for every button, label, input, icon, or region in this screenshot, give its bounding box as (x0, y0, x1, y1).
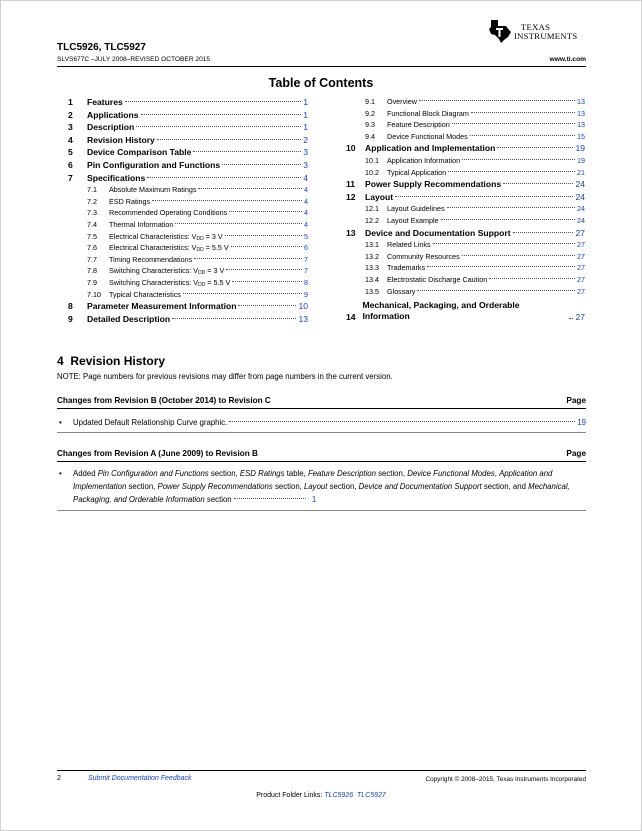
toc-leader-dots (231, 246, 302, 247)
toc-entry-page-link[interactable]: 19 (577, 156, 585, 165)
toc-entry-page-link[interactable]: 8 (304, 278, 308, 287)
toc-entry-number: 7.4 (87, 220, 97, 229)
toc-leader-dots (441, 219, 575, 220)
toc-entry-label: Layout Guidelines (387, 204, 445, 214)
toc-entry-label: Application and Implementation (365, 143, 496, 154)
toc-entry-number: 14 (346, 312, 356, 323)
toc-entry-number: 13.4 (365, 275, 379, 284)
toc-entry-label: Device and Documentation Support (365, 227, 511, 238)
website-link[interactable]: www.ti.com (549, 56, 586, 63)
change-item: • Updated Default Relationship Curve graphic. 19 (59, 418, 586, 427)
toc-entry-number: 10 (346, 143, 356, 154)
toc-entry-page-link[interactable]: 27 (577, 286, 585, 296)
toc-entry-number: 2 (68, 109, 73, 120)
page-column-label: Page (566, 396, 586, 405)
toc-entry[interactable] (68, 147, 308, 159)
toc-entry-label: Device Functional Modes (387, 131, 468, 141)
toc-leader-dots (226, 269, 302, 270)
toc-entry[interactable] (365, 287, 585, 299)
toc-leader-dots (232, 281, 302, 282)
toc-entry-page-link[interactable]: 24 (575, 179, 585, 190)
change-block-rule (57, 408, 586, 409)
toc-entry-number: 13.5 (365, 286, 379, 296)
toc-entry-label: Application Information (387, 156, 461, 165)
change-item: • Added Pin Configuration and Functions section, ESD Ratings table, Feature Description section, Device Functional Modes, Application and Implementation section, Power Supply Recommendations section, Layout section, Device and Documentation Support section, and Mechanical, Packaging, and Orderable Information section 1 (59, 469, 570, 504)
toc-entry[interactable] (68, 301, 308, 313)
toc-leader-dots (125, 101, 301, 102)
toc-entry-page-link[interactable]: 7 (304, 266, 308, 276)
toc-entry[interactable] (365, 252, 585, 264)
change-block-end-rule (57, 432, 586, 433)
toc-entry[interactable] (87, 185, 308, 197)
change-block-end-rule (57, 510, 586, 511)
toc-leader-dots (433, 243, 575, 244)
logo-wordmark: TEXAS INSTRUMENTS (514, 22, 578, 41)
toc-entry-page-link[interactable]: 1 (303, 97, 308, 107)
toc-entry[interactable] (87, 290, 308, 302)
toc-entry[interactable] (87, 266, 308, 278)
toc-entry[interactable] (68, 97, 308, 109)
toc-leader-dots (183, 293, 302, 294)
toc-entry[interactable] (87, 197, 308, 209)
toc-entry-number: 8 (68, 301, 73, 312)
toc-entry-label: Device Comparison Table (87, 147, 192, 158)
change-block-title: Changes from Revision B (October 2014) to Revision C Page (57, 396, 586, 405)
toc-entry[interactable] (346, 179, 585, 191)
toc-leader-dots (452, 123, 575, 124)
toc-entry[interactable] (68, 135, 308, 147)
page-number: 2 (57, 775, 61, 782)
toc-entry-number: 12.1 (365, 204, 379, 214)
toc-entry-page-link[interactable]: 2 (303, 134, 308, 145)
toc-entry-number: 12.2 (365, 216, 379, 225)
toc-entry-page-link[interactable]: 27 (575, 312, 585, 323)
ti-logo (488, 18, 588, 46)
toc-entry-number: 6 (68, 160, 73, 170)
toc-entry-number: 9.2 (365, 108, 375, 118)
toc-leader-dots (198, 188, 302, 189)
document-title: TLC5926, TLC5927 (57, 42, 146, 53)
toc-entry-label: Parameter Measurement Information (87, 301, 237, 312)
toc-entry-label: Pin Configuration and Functions (87, 160, 221, 170)
toc-entry[interactable] (346, 228, 585, 240)
toc-leader-dots (471, 112, 575, 113)
texas-state-icon (488, 18, 512, 44)
toc-entry-number: 13.3 (365, 263, 379, 273)
toc-entry[interactable] (365, 97, 585, 109)
toc-entry-number: 7.1 (87, 185, 97, 195)
toc-entry-label: Power Supply Recommendations (365, 179, 502, 190)
toc-entry[interactable] (365, 120, 585, 132)
toc-entry-page-link[interactable]: 27 (577, 240, 585, 250)
toc-entry-page-link[interactable]: 19 (575, 143, 585, 154)
toc-entry-number: 7.5 (87, 231, 97, 241)
toc-leader-dots (141, 114, 302, 115)
toc-entry-page-link[interactable]: 15 (577, 131, 585, 141)
toc-entry-label: Applications (87, 109, 139, 120)
toc-leader-dots (497, 147, 573, 148)
toc-entry-page-link[interactable]: 4 (304, 208, 308, 218)
toc-entry-label: Glossary (387, 286, 416, 296)
toc-entry[interactable] (365, 275, 585, 287)
copyright: Copyright © 2008–2015, Texas Instruments Incorporated (425, 776, 586, 783)
toc-entry-number: 7.6 (87, 243, 97, 253)
toc-entry-label: Specifications (87, 172, 146, 183)
toc-entry-page-link[interactable]: 13 (577, 108, 585, 118)
toc-entry-label: Electrical Characteristics: $V_{DD} = 3$ V (109, 231, 223, 242)
toc-entry-label: Layout Example (387, 216, 439, 225)
toc-entry-number: 7.9 (87, 278, 97, 287)
toc-leader-dots (503, 183, 573, 184)
toc-leader-dots (489, 278, 575, 279)
change-block-rule (57, 461, 586, 462)
toc-entry-label: Switching Characteristics: $V_{DD} = 5.5$ V (109, 278, 231, 288)
toc-entry-number: 1 (68, 97, 73, 107)
toc-entry-number: 7.7 (87, 254, 97, 264)
toc-entry[interactable] (87, 208, 308, 220)
toc-leader-dots (395, 196, 573, 197)
toc-leader-dots (225, 235, 302, 236)
toc-leader-dots (157, 139, 301, 140)
toc-entry-label: Features (87, 97, 123, 107)
toc-entry[interactable] (68, 110, 308, 122)
toc-entry-label: Recommended Operating Conditions (109, 208, 228, 218)
toc-entry-page-link[interactable]: 24 (577, 216, 585, 225)
toc-entry-label: Typical Characteristics (109, 289, 181, 299)
toc-entry[interactable] (68, 122, 308, 134)
toc-entry-number: 9.3 (365, 120, 375, 130)
toc-entry[interactable] (346, 143, 585, 155)
toc-entry-number: 9.1 (365, 97, 375, 106)
toc-leader-dots (229, 211, 302, 212)
toc-entry-label: Overview (387, 97, 417, 106)
toc-entry-page-link[interactable]: 10 (298, 301, 308, 312)
toc-entry-page-link[interactable]: 4 (304, 220, 308, 229)
toc-entry-page-link[interactable]: 27 (577, 275, 585, 284)
toc-title: Table of Contents (268, 76, 374, 90)
product-link-tlc5926[interactable]: TLC5926 (324, 792, 354, 799)
toc-entry-number: 13.2 (365, 251, 379, 261)
toc-entry-page-link[interactable]: 7 (304, 254, 308, 264)
toc-entry-number: 7.2 (87, 196, 97, 206)
toc-entry-page-link[interactable]: 5 (304, 231, 308, 241)
toc-entry-page-link[interactable]: 4 (304, 185, 308, 195)
toc-entry-label: ESD Ratings (109, 196, 151, 206)
toc-entry-label: Detailed Description (87, 313, 171, 324)
page-column-label: Page (566, 449, 586, 458)
toc-leader-dots (238, 305, 296, 306)
toc-leader-dots (193, 151, 301, 152)
toc-entry-page-link[interactable]: 27 (577, 263, 585, 273)
header-rule (57, 66, 586, 67)
toc-entry-label: Related Links (387, 240, 431, 250)
toc-entry-number: 9.4 (365, 131, 375, 141)
toc-entry[interactable] (87, 255, 308, 267)
toc-entry-label: Electrostatic Discharge Caution (387, 275, 488, 284)
toc-entry-page-link[interactable]: 1 (303, 109, 308, 120)
toc-entry[interactable] (365, 168, 585, 180)
toc-leader-dots (234, 498, 306, 499)
toc-entry-label: Absolute Maximum Ratings (109, 185, 197, 195)
toc-leader-dots (136, 126, 301, 127)
change-item-page-link[interactable]: 19 (577, 418, 586, 427)
toc-entry-label: Mechanical, Packaging, and Orderable Information (362, 300, 520, 322)
toc-leader-dots (470, 135, 575, 136)
revision-note: NOTE: Page numbers for previous revisions may differ from page numbers in the current version. (57, 372, 393, 381)
toc-entry-page-link[interactable]: 3 (303, 160, 308, 170)
toc-entry[interactable] (87, 232, 308, 244)
toc-entry-number: 13 (346, 227, 356, 238)
toc-entry-number: 7.8 (87, 266, 97, 276)
toc-leader-dots (448, 171, 575, 172)
toc-entry-number: 10.1 (365, 156, 379, 165)
change-block-title: Changes from Revision A (June 2009) to Revision B Page (57, 449, 586, 458)
toc-entry[interactable] (365, 132, 585, 144)
toc-entry-page-link[interactable]: 1 (303, 122, 308, 133)
product-folder-links: Product Folder Links: TLC5926 TLC5927 (256, 792, 386, 799)
toc-entry[interactable] (365, 109, 585, 121)
toc-entry-number: 12 (346, 191, 356, 202)
toc-entry-page-link[interactable]: 13 (577, 120, 585, 130)
toc-entry-page-link[interactable]: 24 (577, 204, 585, 214)
toc-entry-page-link[interactable]: 24 (575, 191, 585, 202)
toc-entry-number: 7.3 (87, 208, 97, 218)
toc-entry-number: 9 (68, 313, 73, 324)
toc-entry-number: 4 (68, 134, 73, 145)
toc-entry-label: Layout (365, 191, 394, 202)
toc-entry[interactable] (346, 192, 585, 204)
toc-entry-number: 3 (68, 122, 73, 133)
toc-entry-number: 13.1 (365, 240, 379, 250)
toc-leader-dots (427, 266, 575, 267)
toc-entry-label: Functional Block Diagram (387, 108, 469, 118)
toc-entry-page-link[interactable]: 4 (303, 172, 308, 183)
toc-entry-number: 7.10 (87, 289, 101, 299)
product-link-tlc5927[interactable]: TLC5927 (356, 792, 386, 799)
toc-entry-number: 11 (346, 179, 356, 190)
toc-entry-page-link[interactable]: 3 (303, 147, 308, 158)
toc-entry-number: 5 (68, 147, 73, 158)
toc-entry-label: Thermal Information (109, 220, 174, 229)
toc-entry[interactable] (365, 156, 585, 168)
toc-entry[interactable] (87, 220, 308, 232)
toc-leader-dots (419, 100, 575, 101)
toc-entry-label: Typical Application (387, 167, 447, 177)
toc-entry-label: Feature Description (387, 120, 450, 130)
feedback-link[interactable]: Submit Documentation Feedback (88, 775, 192, 782)
toc-entry[interactable] (68, 314, 308, 326)
toc-entry-number: 7 (68, 172, 73, 183)
toc-entry[interactable] (87, 243, 308, 255)
toc-leader-dots (417, 290, 575, 291)
toc-entry[interactable] (346, 298, 585, 322)
toc-leader-dots (513, 232, 574, 233)
toc-entry-label: Trademarks (387, 263, 426, 273)
toc-leader-dots (194, 258, 302, 259)
toc-entry-page-link[interactable]: 13 (298, 313, 308, 324)
toc-entry-page-link[interactable]: 21 (577, 167, 585, 177)
toc-entry[interactable] (365, 216, 585, 228)
footer-rule (57, 770, 586, 771)
toc-entry-page-link[interactable]: 4 (304, 196, 308, 206)
toc-entry-page-link[interactable]: 13 (577, 97, 585, 106)
toc-entry-page-link[interactable]: 27 (577, 251, 585, 261)
toc-entry-label: Community Resources (387, 251, 460, 261)
toc-leader-dots (447, 207, 575, 208)
toc-entry[interactable] (68, 173, 308, 185)
toc-leader-dots (569, 318, 573, 319)
toc-entry-page-link[interactable]: 27 (575, 227, 585, 238)
toc-leader-dots (147, 177, 301, 178)
toc-entry-page-link[interactable]: 6 (304, 243, 308, 253)
toc-entry-label: Electrical Characteristics: $V_{DD} = 5.5$ V (109, 243, 229, 254)
toc-leader-dots (462, 255, 575, 256)
toc-entry[interactable] (365, 263, 585, 275)
toc-entry[interactable] (365, 204, 585, 216)
toc-entry-label: Revision History (87, 134, 155, 145)
revision-history-heading: 4 Revision History (57, 354, 166, 368)
toc-leader-dots (462, 159, 575, 160)
toc-entry-number: 10.2 (365, 167, 379, 177)
toc-leader-dots (172, 318, 296, 319)
change-item-page-link[interactable]: 1 (311, 495, 317, 504)
toc-entry-page-link[interactable]: 9 (304, 289, 308, 299)
toc-entry-label: Switching Characteristics: $V_{DD} = 3$ V (109, 266, 225, 277)
toc-entry[interactable] (68, 160, 308, 172)
document-revision: SLVS677C –JULY 2008–REVISED OCTOBER 2015 (57, 56, 211, 63)
toc-leader-dots (175, 223, 302, 224)
toc-entry[interactable] (87, 278, 308, 290)
toc-entry-label: Description (87, 122, 135, 133)
toc-entry[interactable] (365, 240, 585, 252)
toc-leader-dots (222, 164, 301, 165)
toc-leader-dots (152, 200, 302, 201)
toc-entry-label: Timing Recommendations (109, 254, 193, 264)
